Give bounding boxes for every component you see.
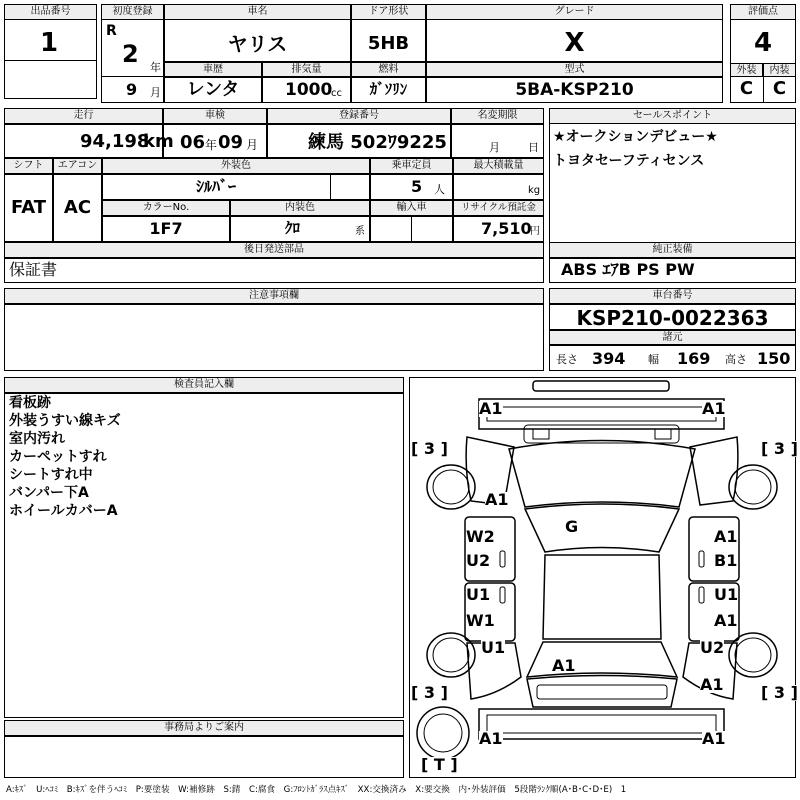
damage-left-rear-door-1: U1	[466, 585, 491, 604]
chassis-label: 車台番号	[549, 288, 796, 304]
inspection-month: 09	[218, 132, 244, 153]
displacement-label: 排気量	[262, 62, 351, 77]
inspector-line-1: 看板跡	[9, 395, 51, 411]
damage-right-rear-door-1: U1	[714, 585, 739, 604]
height: 150	[757, 349, 791, 368]
car-name-label: 車名	[164, 4, 351, 20]
notes-label: 注意事項欄	[4, 288, 544, 304]
aircon-label: エアコン	[53, 158, 102, 174]
damage-front-left: A1	[479, 399, 503, 418]
name-change-label: 名変期限	[451, 108, 544, 124]
sales-line-1: ★オークションデビュー★	[553, 129, 718, 145]
rating: 4	[753, 28, 773, 58]
first-reg-label: 初度登録	[101, 4, 164, 20]
capacity: 5	[411, 177, 423, 196]
first-reg-year-unit: 年	[150, 61, 161, 74]
damage-left-rear-door-2: W1	[466, 611, 495, 630]
rating-label: 評価点	[730, 4, 796, 20]
inspector-line-7: ホイールカバーA	[9, 503, 118, 519]
width-label: 幅	[648, 353, 659, 366]
grade: X	[564, 28, 585, 58]
damage-front-right: A1	[702, 399, 726, 418]
sales-line-2: トヨタセーフティセンス	[553, 153, 705, 169]
inspection-label: 車検	[163, 108, 267, 124]
inspection-year-unit: 年	[205, 138, 218, 152]
car-name: ヤリス	[227, 32, 288, 56]
bracket-t: [ T ]	[421, 755, 458, 774]
lot-divider	[4, 60, 97, 61]
inspector-line-6: バンパー下A	[9, 485, 89, 501]
damage-right-front-door-1: A1	[714, 527, 738, 546]
max-load-unit: kg	[528, 185, 541, 196]
equipment-label: 純正装備	[549, 242, 796, 258]
import-label: 輸入車	[370, 200, 453, 216]
bracket-rear-left: [ 3 ]	[411, 683, 448, 702]
name-change-month: 月	[489, 141, 500, 154]
specs-label: 諸元	[549, 330, 796, 345]
exterior-color-split	[330, 174, 331, 200]
later-parts-label: 後日発送部品	[4, 242, 544, 258]
interior-color: ｸﾛ	[284, 219, 300, 237]
shift: FAT	[10, 197, 47, 218]
displacement-unit: cc	[331, 88, 342, 99]
damage-rear-right: A1	[700, 675, 724, 694]
import-split	[411, 216, 412, 242]
recycle: 7,510	[481, 219, 532, 238]
damage-left-front-door-2: U2	[466, 551, 491, 570]
interior-color-label: 内装色	[230, 200, 370, 216]
capacity-unit: 人	[434, 183, 445, 196]
registration-label: 登録番号	[267, 108, 451, 124]
bracket-front-left: [ 3 ]	[411, 439, 448, 458]
chassis: KSP210-0022363	[576, 306, 769, 330]
interior-grade: C	[772, 78, 787, 99]
exterior-color: ｼﾙﾊﾞｰ	[195, 177, 236, 196]
first-reg-divider	[101, 76, 164, 77]
door-type: 5HB	[367, 33, 410, 54]
inspection-year: 06	[180, 132, 206, 153]
inspector-line-5: シートすれ中	[9, 467, 93, 483]
fuel: ｶﾞｿﾘﾝ	[369, 80, 408, 98]
exterior-grade-label: 外装	[730, 63, 763, 77]
displacement: 1000	[285, 80, 333, 100]
legend: A:ｷｽﾞ U:ﾍｺﾐ B:ｷｽﾞを伴うﾍｺﾐ P:要塗装 W:補修跡 S:錆 C:腐食 G:ﾌﾛﾝﾄｶﾞﾗｽ点ｷｽﾞ XX:交換済み X:要交換 内･外装評価 5段階ﾗﾝｸ順(A･B･C･D･E) 1	[6, 785, 627, 795]
exterior-color-label: 外装色	[102, 158, 370, 174]
car-diagram	[409, 377, 796, 778]
history-label: 車歴	[164, 62, 262, 77]
color-no-label: カラーNo.	[102, 200, 230, 216]
interior-color-unit: 系	[355, 226, 365, 237]
bracket-front-right: [ 3 ]	[761, 439, 798, 458]
first-reg-year: 2	[122, 40, 139, 68]
mileage-unit: km	[143, 131, 174, 152]
damage-windshield: G	[565, 517, 579, 536]
height-label: 高さ	[725, 353, 747, 366]
damage-left-quarter: U1	[481, 638, 506, 657]
lot-label: 出品番号	[4, 4, 97, 20]
model-label: 型式	[426, 62, 723, 77]
damage-right-front-door-2: B1	[714, 551, 738, 570]
inspector-line-4: カーペットすれ	[9, 449, 107, 465]
registration: 練馬 502ﾜ9225	[308, 132, 447, 153]
recycle-unit: 円	[530, 226, 540, 237]
inspector-label: 検査員記入欄	[4, 377, 404, 393]
office-label: 事務局よりご案内	[4, 720, 404, 736]
aircon: AC	[63, 197, 92, 218]
inspector-line-2: 外装うすい線キズ	[9, 413, 121, 429]
damage-right-quarter: U2	[700, 638, 725, 657]
shift-label: シフト	[4, 158, 53, 174]
first-reg-month-unit: 月	[150, 86, 161, 99]
model: 5BA-KSP210	[515, 80, 634, 100]
recycle-label: リサイクル預託金	[453, 200, 544, 216]
notes-box	[4, 304, 544, 371]
exterior-grade: C	[739, 78, 754, 99]
damage-right-rear-door-2: A1	[714, 611, 738, 630]
max-load-label: 最大積載量	[453, 158, 544, 174]
mileage: 94,198	[80, 131, 150, 152]
later-parts: 保証書	[9, 260, 58, 279]
interior-grade-label: 内装	[763, 63, 796, 77]
sales-label: セールスポイント	[549, 108, 796, 124]
lot-number: 1	[40, 28, 59, 58]
later-parts-box	[4, 258, 544, 283]
length: 394	[592, 349, 626, 368]
capacity-label: 乗車定員	[370, 158, 453, 174]
first-reg-month: 9	[126, 80, 138, 99]
fuel-label: 燃料	[351, 62, 426, 77]
name-change-day: 日	[528, 141, 539, 154]
width: 169	[677, 349, 711, 368]
damage-hood: A1	[485, 490, 509, 509]
door-label: ドア形状	[351, 4, 426, 20]
inspection-month-unit: 月	[246, 138, 259, 152]
length-label: 長さ	[556, 353, 578, 366]
damage-rear-bumper-right: A1	[702, 729, 726, 748]
damage-rear-bumper-left: A1	[479, 729, 503, 748]
damage-trunk: A1	[552, 656, 576, 675]
mileage-label: 走行	[4, 108, 163, 124]
color-no: 1F7	[149, 219, 183, 238]
damage-left-front-door-1: W2	[466, 527, 495, 546]
first-reg-era: R	[106, 23, 117, 39]
history: レンタ	[186, 79, 240, 100]
office-box	[4, 736, 404, 778]
grade-label: グレード	[426, 4, 723, 20]
equipment: ABS ｴｱB PS PW	[561, 260, 695, 279]
inspector-line-3: 室内汚れ	[9, 431, 65, 447]
bracket-rear-right: [ 3 ]	[761, 683, 798, 702]
